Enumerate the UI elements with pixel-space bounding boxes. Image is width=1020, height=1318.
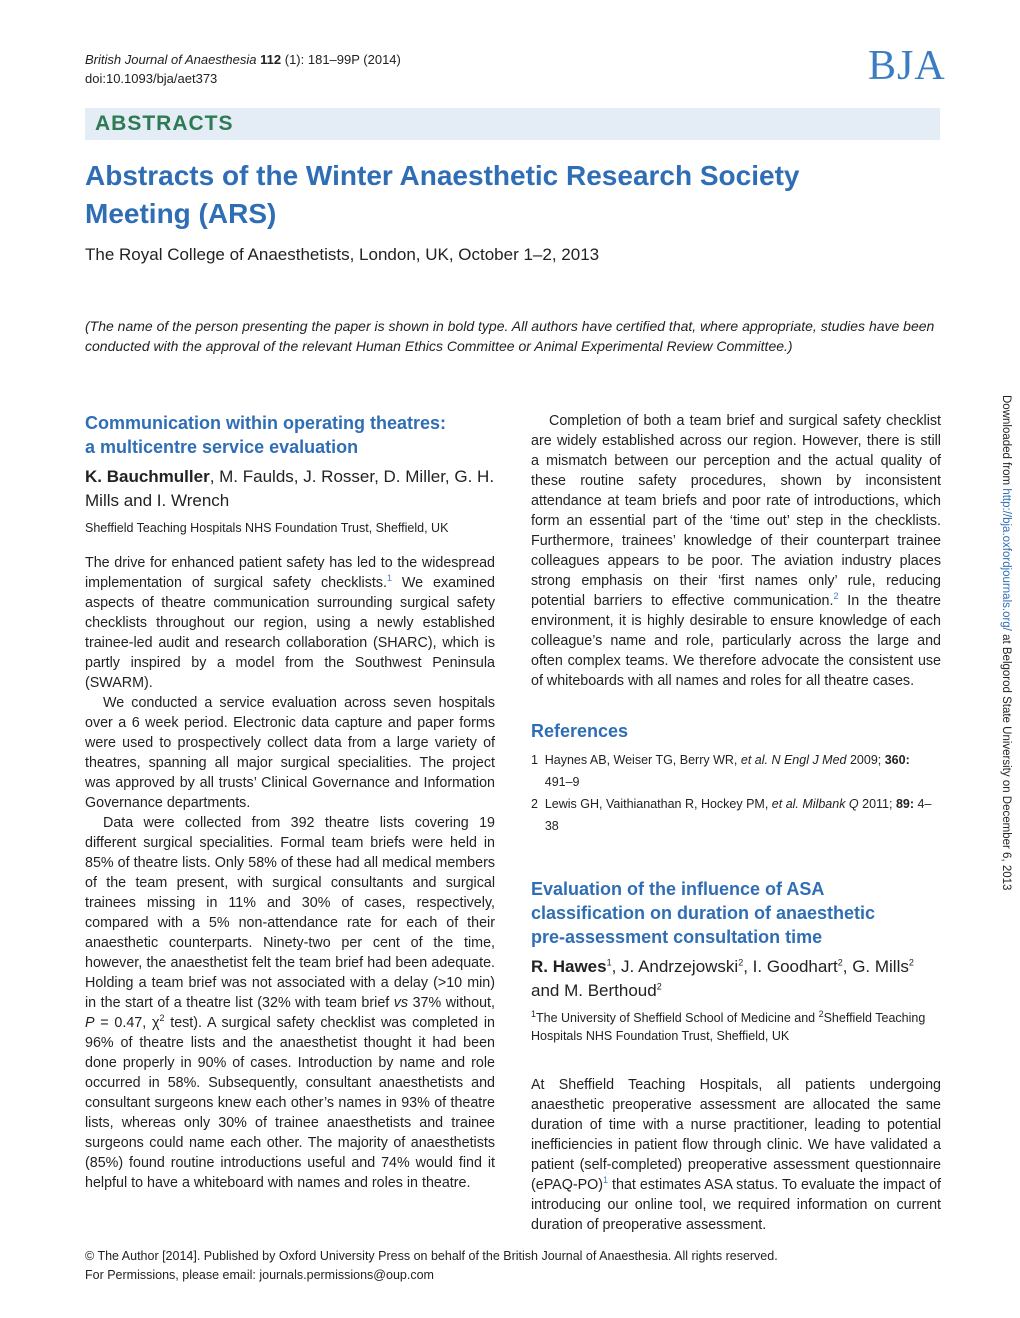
section-band xyxy=(85,108,940,140)
abstract2-paragraph-1 xyxy=(531,1075,941,1235)
text-run: that estimates ASA status. To evaluate the impact of introducing our online tool, we required information on current duration of preoperative assessment. xyxy=(531,1177,941,1233)
reference-text xyxy=(545,793,941,837)
abstract1-presenter: K. Bauchmuller xyxy=(85,467,210,486)
text-run: Haynes AB, Weiser TG, Berry WR, xyxy=(544,753,741,767)
right-column xyxy=(531,411,941,1235)
text-run: , G. Mills xyxy=(842,957,909,976)
abstract1-paragraph-2: We conducted a service evaluation across seven hospitals over a 6 week period. Electronic data capture and paper forms were used to prospectively collect data from a large variety of theatres, spanning all major surgical specialities. The project was approved by all trusts’ Clinical Governance and Information Governance departments. xyxy=(85,695,495,811)
journal-citation xyxy=(85,50,401,88)
text-run: 2011; xyxy=(858,797,896,811)
superscript: 2 xyxy=(837,957,843,968)
abstract1-paragraph-3 xyxy=(85,813,495,1193)
superscript: 2 xyxy=(818,1008,824,1019)
abstract2-presenter: R. Hawes xyxy=(531,957,607,976)
text-run: test). A surgical safety checklist was completed in 96% of theatre lists and the anaesthetist thought it had been done properly in 90% of cases. Introduction by name and role occurred in 58%. Subsequently, consultant anaesthetists and consultant surgeons knew each other’s names in 93% of theatre lists, whereas only 30% of trainee anaesthetists and trainee surgeons could name each other. The majority of anaesthetists (85%) found routine introductions useful and 74% would find it helpful to have a whiteboard with names and roles in theatre. xyxy=(85,1015,495,1191)
reference-number: 2 xyxy=(531,797,538,811)
abstract1-authors xyxy=(85,465,495,513)
text-run: The University of Sheffield School of Medicine and xyxy=(536,1011,819,1025)
superscript: 2 xyxy=(908,957,914,968)
superscript: 2 xyxy=(738,957,744,968)
footer xyxy=(85,1247,778,1285)
text-run: 491–9 xyxy=(544,775,580,789)
text-run: 37% without, xyxy=(408,995,495,1011)
text-run: Completion of both a team brief and surgical safety checklist are widely established across our region. However, there is still a mismatch between our perception and the actual quality of these routine safety procedures, shown by inconsistent attendance at team briefs and poor rate of introductions, which form an essential part of the ‘time out’ step in the checklists. Furthermore, trainees’ knowledge of their counterpart trainee colleagues appears to be poor. The aviation industry places strong emphasis on their ‘first names only’ rule, reducing potential barriers to effective communication. xyxy=(531,413,941,609)
text-run: 4–38 xyxy=(544,797,932,833)
text-run: , I. Goodhart xyxy=(743,957,838,976)
text-run: 89: xyxy=(895,797,915,811)
abstract1-affiliation: Sheffield Teaching Hospitals NHS Foundation Trust, Sheffield, UK xyxy=(85,521,449,535)
page-title xyxy=(85,157,945,233)
text-run: Lewis GH, Vaithianathan R, Hockey PM, xyxy=(544,797,772,811)
text-run: et al. xyxy=(740,753,768,767)
journal-name: British Journal of Anaesthesia xyxy=(85,52,257,67)
abstract1-title-line-2: a multicentre service evaluation xyxy=(85,437,359,457)
superscript: 2 xyxy=(159,1013,165,1024)
abstract1-title xyxy=(85,411,495,459)
left-column xyxy=(85,411,495,1193)
citation-1[interactable]: 1 xyxy=(603,1175,609,1186)
text-run: Downloaded from xyxy=(1000,395,1012,489)
superscript: 1 xyxy=(606,957,612,968)
reference-1[interactable] xyxy=(531,749,941,793)
text-run: and M. Berthoud xyxy=(531,981,657,1000)
text-run: , J. Andrzejowski xyxy=(611,957,739,976)
text-run: At Sheffield Teaching Hospitals, all patients undergoing anaesthetic preoperative assessment are allocated the same duration of time with a nurse practitioner, leading to potential inefficiencies in patient flow through clinic. We have validated a patient (self-completed) preoperative assessment questionnaire (ePAQ-PO) xyxy=(531,1077,941,1193)
copyright: © The Author [2014]. Published by Oxford University Press on behalf of the British Journal of Anaesthesia. All rights reserved. xyxy=(85,1249,778,1263)
text-run: In the theatre environment, it is highly desirable to ensure knowledge of each colleague’s name and role, particularly across the large and often complex teams. We therefore advocate the consistent use of whiteboards with all names and roles for all theatre cases. xyxy=(531,593,941,689)
title-line-1: Abstracts of the Winter Anaesthetic Research Society xyxy=(85,160,800,191)
text-run: We examined aspects of theatre communication surrounding surgical safety checklists throughout our region, using a newly established trainee-led audit and research collaboration (SHARC), which is partly inspired by a model from the Southwest Peninsula (SWARM). xyxy=(85,575,495,691)
text-run: N Engl J Med xyxy=(767,753,847,767)
title-line-2: Meeting (ARS) xyxy=(85,198,277,229)
abstract2-title-line-1: Evaluation of the influence of ASA xyxy=(531,879,825,899)
superscript: 1 xyxy=(531,1008,537,1019)
permissions: For Permissions, please email: journals.permissions@oup.com xyxy=(85,1268,434,1282)
text-run: at Belgorod State University on December 6, 2013 xyxy=(1000,630,1012,891)
text-run: 360: xyxy=(884,753,910,767)
abstract1-title-line-1: Communication within operating theatres: xyxy=(85,413,447,433)
reference-2[interactable] xyxy=(531,793,941,837)
references-heading: References xyxy=(531,721,629,741)
journal-volume: 112 xyxy=(260,52,282,67)
reference-text xyxy=(545,749,941,793)
abstract1-coauthors: , M. Faulds, J. Rosser, D. Miller, G. H. Mills and I. Wrench xyxy=(85,467,495,510)
superscript: 2 xyxy=(656,981,662,992)
citation-1[interactable]: 1 xyxy=(386,573,392,584)
abstract1-paragraph-4 xyxy=(531,411,941,691)
text-run: Sheffield Teaching Hospitals NHS Foundation Trust, Sheffield, UK xyxy=(531,1011,926,1043)
journal-issue-pages: (1): 181–99P (2014) xyxy=(284,52,401,67)
abstract2-title-line-3: pre-assessment consultation time xyxy=(531,927,823,947)
abstract2-affiliation xyxy=(531,1009,941,1045)
abstract2-authors xyxy=(531,955,941,1003)
meeting-info: The Royal College of Anaesthetists, London, UK, October 1–2, 2013 xyxy=(85,245,600,264)
text-run: The drive for enhanced patient safety has led to the widespread implementation of surgical safety checklists. xyxy=(85,555,495,591)
section-band-label: ABSTRACTS xyxy=(95,112,234,135)
abstract1-paragraph-1 xyxy=(85,553,495,693)
download-note xyxy=(1000,395,1012,890)
text-run: Data were collected from 392 theatre lists covering 19 different surgical specialities. Formal team briefs were held in 85% of theatre lists. Only 58% of these had all medical members of the team present, with surgical consultants and surgical trainees missing in 11% and 30% of cases, respectively, compared with a 5% non-attendance rate for each of their anaesthetic counterparts. Ninety-two per cent of the time, however, the anaesthetist felt the team brief had been adequate. Holding a team brief was not associated with a delay (>10 min) in the start of a theatre list (32% with team brief xyxy=(85,815,495,1011)
abstract2-title xyxy=(531,877,941,949)
text-run: et al. xyxy=(771,797,799,811)
text-run: 2009; xyxy=(846,753,885,767)
citation-2[interactable]: 2 xyxy=(833,591,839,602)
editorial-note: (The name of the person presenting the paper is shown in bold type. All authors have certified that, where appropriate, studies have been conducted with the approval of the relevant Human Ethics Committee or Animal Experimental Review Committee.) xyxy=(85,318,935,354)
reference-number: 1 xyxy=(531,753,538,767)
text-run: = 0.47, χ xyxy=(94,1015,160,1031)
text-run: Milbank Q xyxy=(798,797,859,811)
text-run: vs xyxy=(393,995,409,1011)
bja-logo: BJA xyxy=(868,43,946,89)
doi: doi:10.1093/bja/aet373 xyxy=(85,71,218,86)
text-run: P xyxy=(85,1015,95,1031)
source-link[interactable]: http://bja.oxfordjournals.org/ xyxy=(1000,488,1012,631)
abstract2-title-line-2: classification on duration of anaesthetic xyxy=(531,903,876,923)
